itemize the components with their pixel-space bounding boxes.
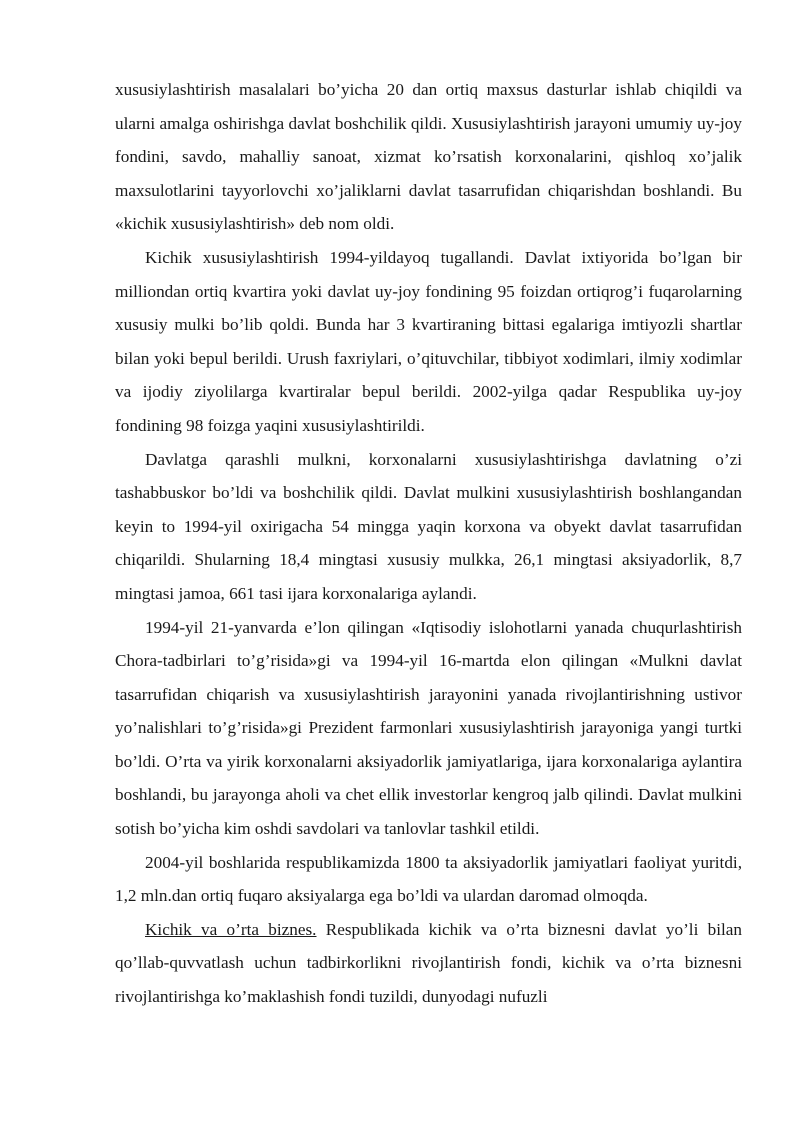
paragraph-6-text: Respublikada kichik va o’rta biznesni davlat yo’li bilan qo’llab-quvvatlash uchun tadbirkorlikni rivojlantirish fondi, kichik va o’rta biznesni rivojlantirishga ko’maklashish fondi tuzildi, dunyodagi nufuzli <box>115 919 742 1007</box>
paragraph-4: 1994-yil 21-yanvarda e’lon qilingan «Iqtisodiy islohotlarni yanada chuqurlashtirish Chora-tadbirlari to’g’risida»gi va 1994-yil 16-martda elon qilingan «Mulkni davlat tasarrufidan chiqarish va xususiylashtirish jarayonini yanada rivojlantirishning ustivor yo’nalishlari to’g’risida»gi Prezident farmonlari xususiylashtirish jarayoniga yangi turtki bo’ldi. O’rta va yirik korxonalarni aksiyadorlik jamiyatlariga, ijara korxonalariga aylantira boshlandi, bu jarayonga aholi va chet ellik investorlar kengroq jalb qilindi. Davlat mulkini sotish bo’yicha kim oshdi savdolari va tanlovlar tashkil etildi. <box>115 617 742 839</box>
paragraph-6 <box>115 913 742 1014</box>
section-heading: Kichik va o’rta biznes. <box>145 919 317 939</box>
paragraph-5: 2004-yil boshlarida respublikamizda 1800 ta aksiyadorlik jamiyatlari faoliyat yuritdi, 1,2 mln.dan ortiq fuqaro aksiyalarga ega bo’ldi va ulardan daromad olmoqda. <box>115 852 742 906</box>
paragraph-3: Davlatga qarashli mulkni, korxonalarni xususiylashtirishga davlatning o’zi tashabbuskor bo’ldi va boshchilik qildi. Davlat mulkini xususiylashtirish boshlangandan keyin to 1994-yil oxirigacha 54 mingga yaqin korxona va obyekt davlat tasarrufidan chiqarildi. Shularning 18,4 mingtasi xususiy mulkka, 26,1 mingtasi aksiyadorlik, 8,7 mingtasi jamoa, 661 tasi ijara korxonalariga aylandi. <box>115 449 742 603</box>
paragraph-2: Kichik xususiylashtirish 1994-yildayoq tugallandi. Davlat ixtiyorida bo’lgan bir milliondan ortiq kvartira yoki davlat uy-joy fondining 95 foizdan ortiqrog’i fuqarolarning xususiy mulki bo’lib qoldi. Bunda har 3 kvartiraning bittasi egalariga imtiyozli shartlar bilan yoki bepul berildi. Urush faxriylari, o’qituvchilar, tibbiyot xodimlari, ilmiy xodimlar va ijodiy ziyolilarga kvartiralar bepul berildi. 2002-yilga qadar Respublika uy-joy fondining 98 foizga yaqini xususiylashtirildi. <box>115 247 742 435</box>
paragraph-1: xususiylashtirish masalalari bo’yicha 20 dan ortiq maxsus dasturlar ishlab chiqildi va ularni amalga oshirishga davlat boshchilik qildi. Xususiylashtirish jarayoni umumiy uy-joy fondini, savdo, mahalliy sanoat, xizmat ko’rsatish korxonalarini, qishloq xo’jalik maxsulotlarini tayyorlovchi xo’jaliklarni davlat tasarrufidan chiqarishdan boshlandi. Bu «kichik xususiylashtirish» deb nom oldi. <box>115 80 742 234</box>
document-body <box>115 73 742 1014</box>
